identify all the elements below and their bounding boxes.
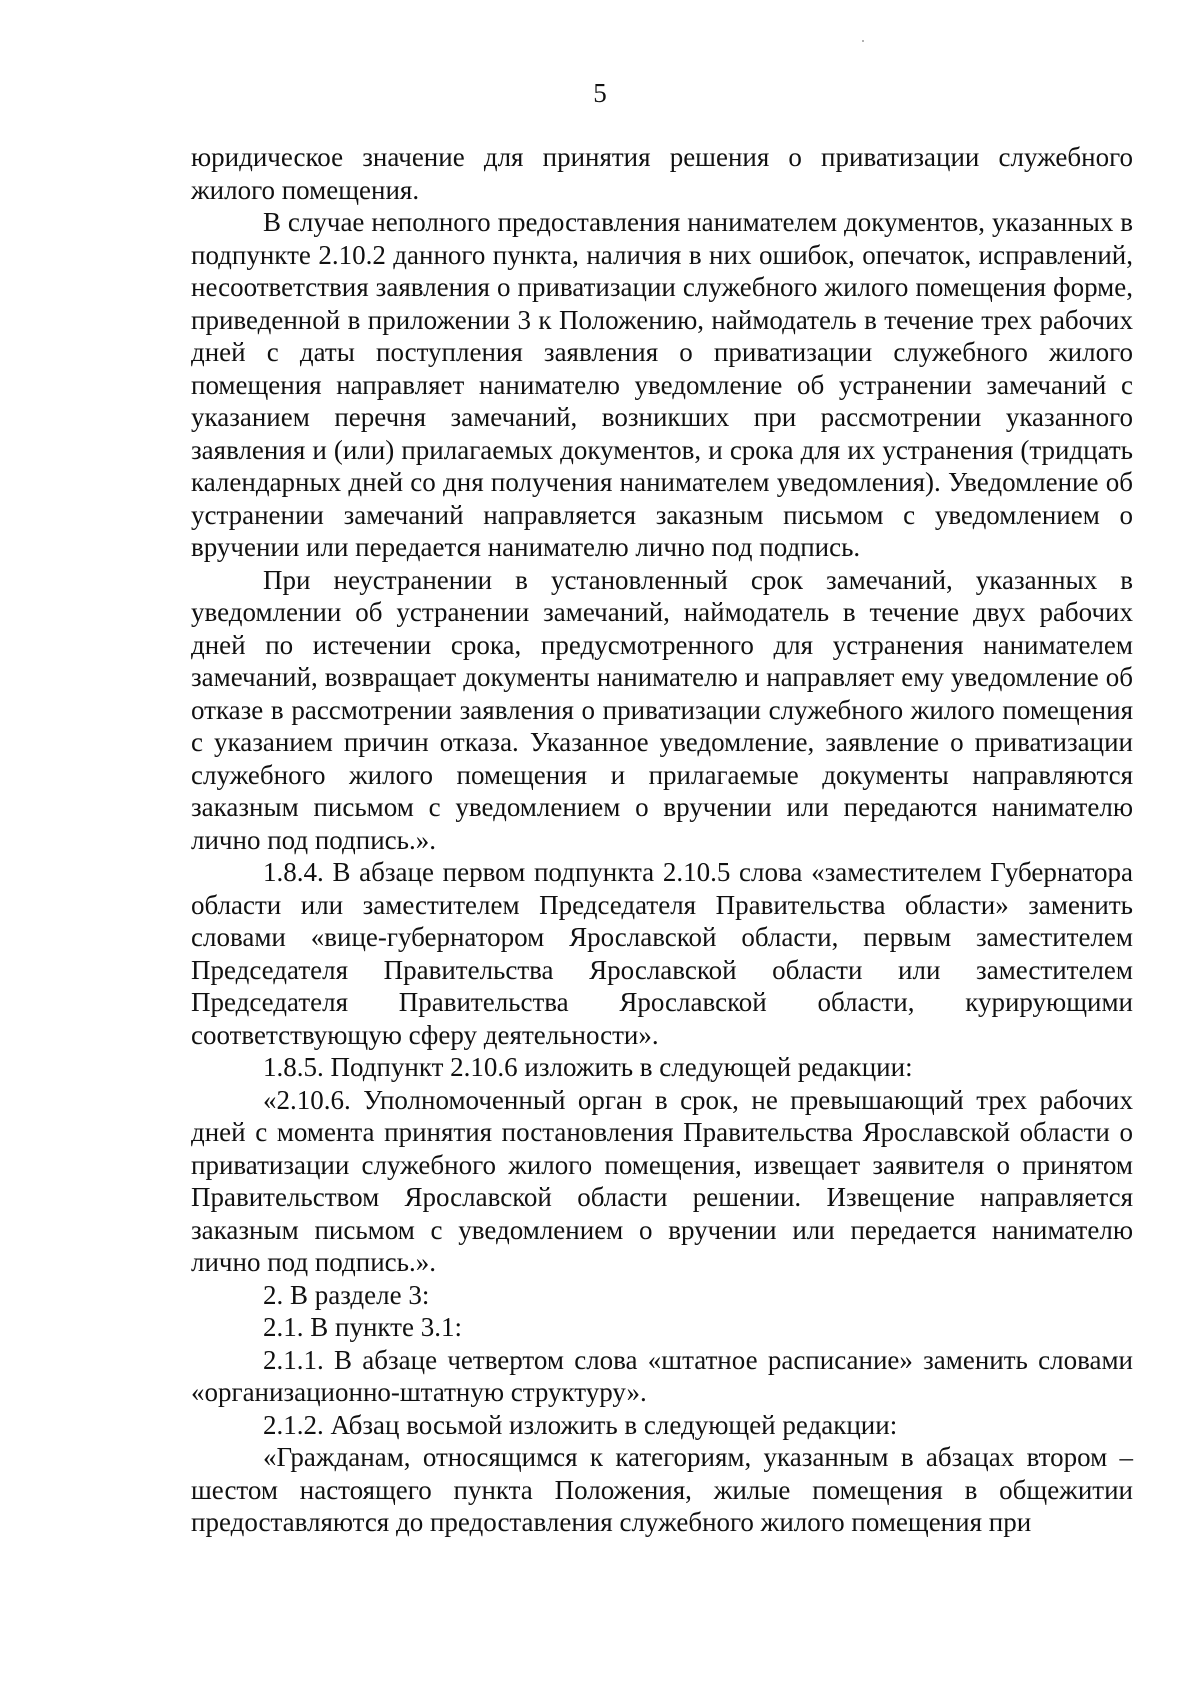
paragraph-refusal: При неустранении в установленный срок замечаний, указанных в уведомлении об устранении замечаний, наймодатель в течение двух рабочих дней по истечении срока, предусмотренного для устранения нанимателем замечаний, возвращает документы нанимателю и направляет ему уведомление об отказе в рассмотрении заявления о приватизации служебного жилого помещения с указанием причин отказа. Указанное уведомление, заявление о приватизации служебного жилого помещения и прилагаемые документы направляются заказным письмом с уведомлением о вручении или передаются нанимателю лично под подпись.». [191, 564, 1133, 855]
document-body [191, 141, 1133, 1539]
scan-speck [862, 40, 864, 42]
paragraph-incomplete-documents: В случае неполного предоставления нанимателем документов, указанных в подпункте 2.10.2 данного пункта, наличия в них ошибок, опечаток, исправлений, несоответствия заявления о приватизации служебного жилого помещения форме, приведенной в приложении 3 к Положению, наймодатель в течение трех рабочих дней с даты поступления заявления о приватизации служебного жилого помещения направляет нанимателю уведомление об устранении замечаний с указанием перечня замечаний, возникших при рассмотрении указанного заявления и (или) прилагаемых документов, и срока для их устранения (тридцать календарных дней со дня получения нанимателем уведомления). Уведомление об устранении замечаний направляется заказным письмом с уведомлением о вручении или передается нанимателю лично под подпись. [191, 207, 1133, 562]
paragraph-2-10-6: «2.10.6. Уполномоченный орган в срок, не превышающий трех рабочих дней с момента принятия постановления Правительства Ярославской области о приватизации служебного жилого помещения, извещает заявителя о принятом Правительством Ярославской области решении. Извещение направляется заказным письмом с уведомлением о вручении или передается нанимателю лично под подпись.». [191, 1084, 1133, 1277]
paragraph-2-1: 2.1. В пункте 3.1: [263, 1312, 462, 1342]
paragraph-1-8-4: 1.8.4. В абзаце первом подпункта 2.10.5 слова «заместителем Губернатора области или заместителем Председателя Правительства области» заменить словами «вице-губернатором Ярославской области, первым заместителем Председателя Правительства Ярославской области или заместителем Председателя Правительства Ярославской области, курирующими соответствующую сферу деятельности». [191, 857, 1133, 1050]
paragraph-citizens: «Гражданам, относящимся к категориям, указанным в абзацах втором – шестом настоящего пункта Положения, жилые помещения в общежитии предоставляются до предоставления служебного жилого помещения при [191, 1442, 1133, 1537]
paragraph-continuation: юридическое значение для принятия решения о приватизации служебного жилого помещения. [191, 142, 1133, 205]
paragraph-section-2: 2. В разделе 3: [263, 1279, 430, 1310]
page-number: 5 [593, 78, 607, 108]
paragraph-1-8-5: 1.8.5. Подпункт 2.10.6 изложить в следующей редакции: [263, 1052, 913, 1082]
paragraph-2-1-1: 2.1.1. В абзаце четвертом слова «штатное расписание» заменить словами «организационно-штатную структуру». [191, 1344, 1133, 1407]
paragraph-2-1-2: 2.1.2. Абзац восьмой изложить в следующей редакции: [263, 1409, 898, 1440]
